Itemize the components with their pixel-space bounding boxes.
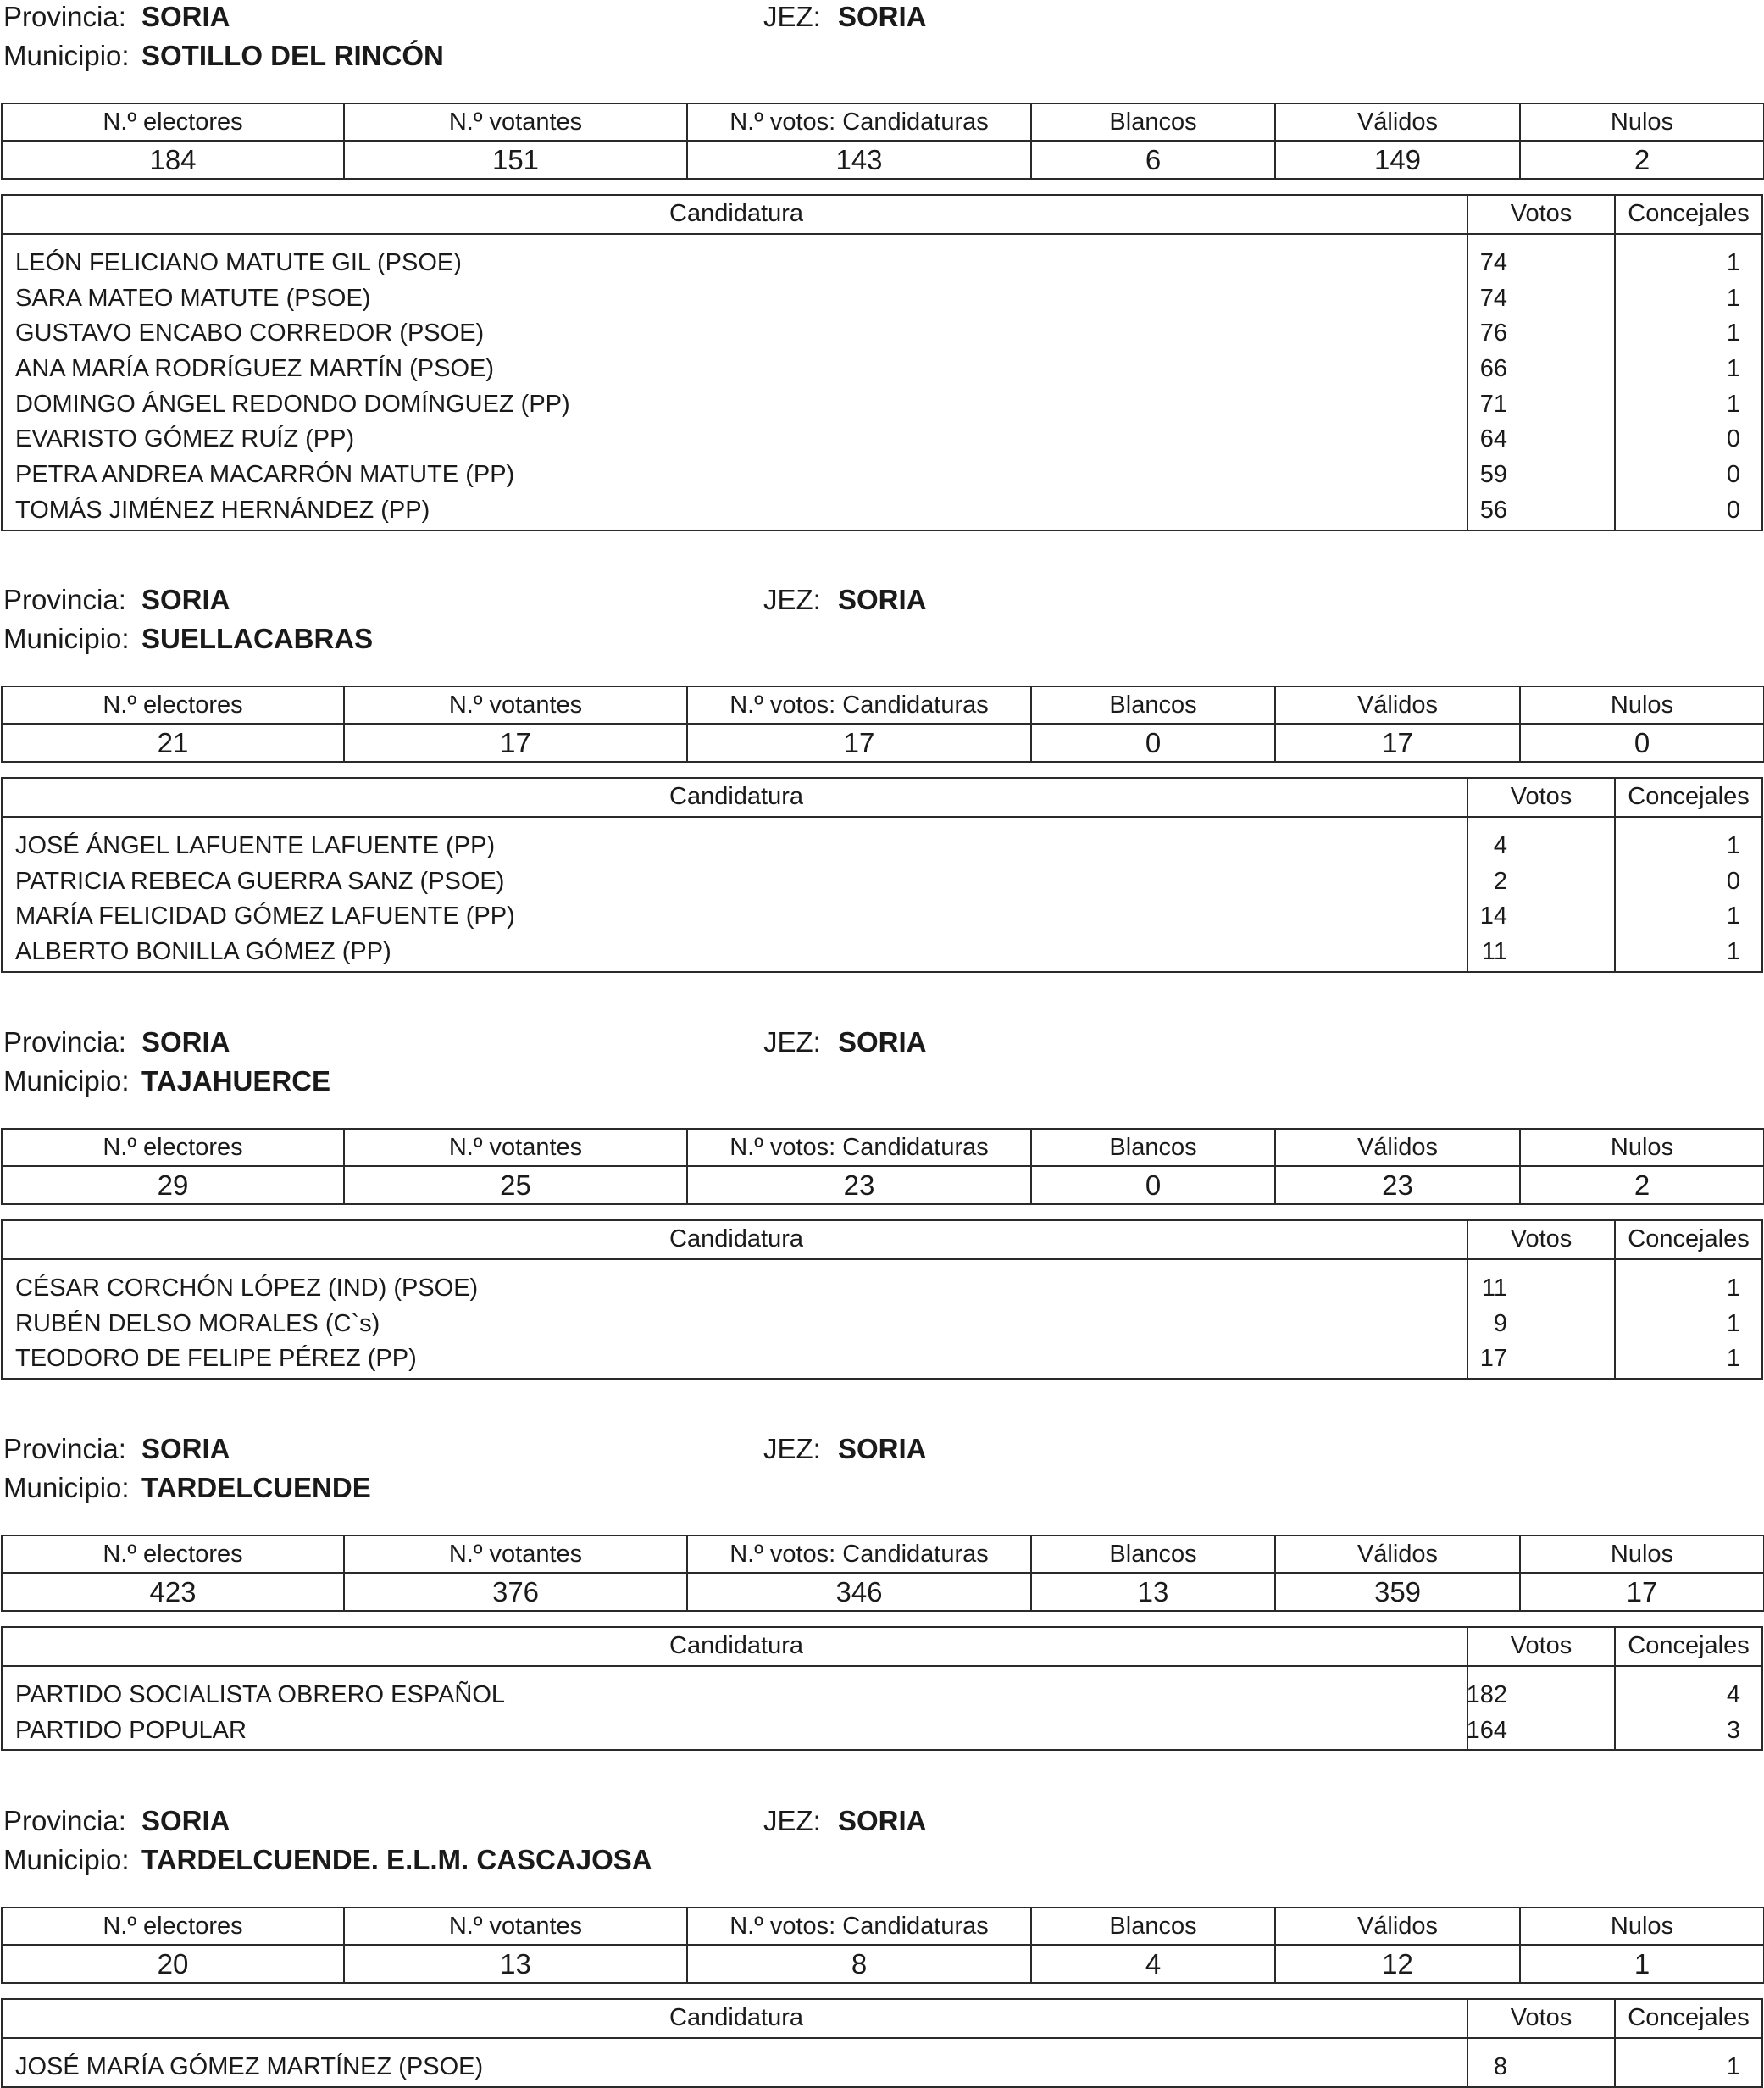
candidate-concejales: 1: [1726, 2053, 1740, 2080]
concejales-header: Concejales: [1628, 2004, 1750, 2031]
nulos-value: 0: [1520, 724, 1764, 762]
candidates-header-row: [3, 1221, 1761, 1260]
blancos-header: Blancos: [1031, 686, 1275, 724]
candidate-name: ALBERTO BONILLA GÓMEZ (PP): [15, 938, 391, 966]
stats-header-row: [2, 1129, 1764, 1166]
candidate-concejales: 0: [1726, 496, 1740, 524]
candidate-name: MARÍA FELICIDAD GÓMEZ LAFUENTE (PP): [15, 902, 515, 930]
candidate-concejales: 0: [1726, 425, 1740, 453]
candidate-votes: 64: [1479, 425, 1507, 453]
candidate-row: [3, 1306, 1761, 1341]
votos-header: Votos: [1510, 200, 1573, 227]
candidates-table: [1, 777, 1763, 973]
stats-table: [1, 1128, 1764, 1205]
municipio-value: TARDELCUENDE: [141, 1472, 371, 1503]
candidate-concejales: 1: [1726, 319, 1740, 347]
candidate-votes: 56: [1479, 496, 1507, 524]
candidate-votes: 164: [1466, 1716, 1507, 1744]
candidate-row: [3, 898, 1761, 934]
candidates-rows: [3, 235, 1761, 530]
votantes-header: N.º votantes: [344, 1535, 687, 1573]
concejales-header: Concejales: [1628, 1632, 1750, 1659]
provincia-value: SORIA: [141, 1805, 230, 1836]
candidates-header-row: [3, 1628, 1761, 1667]
candidates-header-row: [3, 196, 1761, 235]
provincia-value: SORIA: [141, 1, 230, 32]
provincia-label: Provincia:: [3, 1805, 126, 1836]
provincia-label: Provincia:: [3, 1026, 126, 1058]
blancos-header: Blancos: [1031, 103, 1275, 141]
candidate-name: DOMINGO ÁNGEL REDONDO DOMÍNGUEZ (PP): [15, 390, 570, 418]
provincia-label: Provincia:: [3, 584, 126, 615]
candidatura-header: Candidatura: [669, 1632, 803, 1659]
jez-value: SORIA: [838, 1805, 927, 1836]
candidate-name: LEÓN FELICIANO MATUTE GIL (PSOE): [15, 249, 462, 276]
candidate-votes: 74: [1479, 284, 1507, 312]
candidate-name: TEODORO DE FELIPE PÉREZ (PP): [15, 1345, 417, 1373]
votos-header: Votos: [1510, 783, 1573, 810]
candidates-rows: [3, 818, 1761, 971]
nulos-value: 2: [1520, 1166, 1764, 1204]
validos-header: Válidos: [1275, 1908, 1520, 1945]
candidate-concejales: 0: [1726, 461, 1740, 489]
candidate-concejales: 3: [1726, 1716, 1740, 1744]
candidate-votes: 71: [1479, 390, 1507, 418]
candidate-concejales: 1: [1726, 355, 1740, 383]
stats-table: [1, 1535, 1764, 1612]
candidate-votes: 11: [1481, 1274, 1507, 1302]
stats-header-row: [2, 1908, 1764, 1945]
candidate-concejales: 1: [1726, 284, 1740, 312]
provincia-value: SORIA: [141, 584, 230, 615]
stats-value-row: [2, 141, 1764, 179]
nulos-value: 2: [1520, 141, 1764, 179]
candidate-name: PARTIDO POPULAR: [15, 1716, 247, 1744]
votos-candidaturas-header: N.º votos: Candidaturas: [687, 686, 1031, 724]
votos-header: Votos: [1510, 2004, 1573, 2031]
candidatura-header: Candidatura: [669, 1225, 803, 1252]
votos-candidaturas-header: N.º votos: Candidaturas: [687, 1535, 1031, 1573]
candidates-table: [1, 1998, 1763, 2088]
candidate-concejales: 1: [1726, 249, 1740, 276]
stats-value-row: [2, 724, 1764, 762]
candidates-table: [1, 1219, 1763, 1380]
candidatura-header: Candidatura: [669, 200, 803, 227]
candidate-name: PARTIDO SOCIALISTA OBRERO ESPAÑOL: [15, 1681, 506, 1708]
validos-value: 12: [1275, 1945, 1520, 1983]
stats-value-row: [2, 1945, 1764, 1983]
votantes-header: N.º votantes: [344, 1129, 687, 1166]
candidate-name: ANA MARÍA RODRÍGUEZ MARTÍN (PSOE): [15, 355, 495, 383]
electores-header: N.º electores: [2, 1129, 344, 1166]
candidates-rows: [3, 1260, 1761, 1378]
blancos-value: 13: [1031, 1573, 1275, 1611]
blancos-value: 6: [1031, 141, 1275, 179]
municipio-value: SUELLACABRAS: [141, 623, 374, 654]
candidate-name: PETRA ANDREA MACARRÓN MATUTE (PP): [15, 461, 515, 489]
candidate-row: [3, 828, 1761, 864]
candidate-name: EVARISTO GÓMEZ RUÍZ (PP): [15, 425, 355, 453]
stats-value-row: [2, 1166, 1764, 1204]
candidate-concejales: 1: [1726, 390, 1740, 418]
candidate-name: PATRICIA REBECA GUERRA SANZ (PSOE): [15, 867, 505, 895]
validos-header: Válidos: [1275, 1535, 1520, 1573]
electores-value: 423: [2, 1573, 344, 1611]
candidate-votes: 8: [1493, 2053, 1507, 2080]
votantes-value: 13: [344, 1945, 687, 1983]
jez-label: JEZ:: [763, 1433, 821, 1464]
candidate-name: RUBÉN DELSO MORALES (C`s): [15, 1309, 380, 1337]
candidate-concejales: 1: [1726, 938, 1740, 966]
electores-header: N.º electores: [2, 103, 344, 141]
candidate-votes: 59: [1479, 461, 1507, 489]
candidate-row: [3, 315, 1761, 351]
nulos-value: 1: [1520, 1945, 1764, 1983]
electores-header: N.º electores: [2, 1908, 344, 1945]
stats-table: [1, 1907, 1764, 1984]
candidate-row: [3, 421, 1761, 457]
candidate-name: CÉSAR CORCHÓN LÓPEZ (IND) (PSOE): [15, 1274, 479, 1302]
municipio-label: Municipio:: [3, 1065, 130, 1097]
stats-table: [1, 103, 1764, 180]
electores-header: N.º electores: [2, 1535, 344, 1573]
candidatura-header: Candidatura: [669, 2004, 803, 2031]
candidate-row: [3, 245, 1761, 280]
votantes-value: 25: [344, 1166, 687, 1204]
votantes-header: N.º votantes: [344, 1908, 687, 1945]
votantes-header: N.º votantes: [344, 103, 687, 141]
candidate-votes: 9: [1493, 1309, 1507, 1337]
municipio-label: Municipio:: [3, 1844, 130, 1875]
nulos-header: Nulos: [1520, 686, 1764, 724]
nulos-header: Nulos: [1520, 103, 1764, 141]
votos-candidaturas-value: 8: [687, 1945, 1031, 1983]
blancos-value: 0: [1031, 724, 1275, 762]
validos-header: Válidos: [1275, 1129, 1520, 1166]
municipio-label: Municipio:: [3, 1472, 130, 1503]
municipio-value: TARDELCUENDE. E.L.M. CASCAJOSA: [141, 1844, 652, 1875]
electores-header: N.º electores: [2, 686, 344, 724]
candidates-header-row: [3, 2000, 1761, 2039]
votantes-value: 376: [344, 1573, 687, 1611]
stats-table: [1, 686, 1764, 763]
candidates-rows: [3, 2039, 1761, 2086]
electores-value: 20: [2, 1945, 344, 1983]
votantes-value: 17: [344, 724, 687, 762]
validos-header: Válidos: [1275, 686, 1520, 724]
candidate-votes: 182: [1466, 1681, 1507, 1708]
candidate-row: [3, 457, 1761, 492]
candidate-votes: 14: [1479, 902, 1507, 930]
votos-candidaturas-header: N.º votos: Candidaturas: [687, 1129, 1031, 1166]
candidate-concejales: 1: [1726, 1309, 1740, 1337]
candidate-votes: 66: [1479, 355, 1507, 383]
validos-value: 149: [1275, 141, 1520, 179]
electores-value: 21: [2, 724, 344, 762]
provincia-value: SORIA: [141, 1026, 230, 1058]
municipio-label: Municipio:: [3, 623, 130, 654]
blancos-header: Blancos: [1031, 1129, 1275, 1166]
blancos-header: Blancos: [1031, 1908, 1275, 1945]
votos-candidaturas-value: 346: [687, 1573, 1031, 1611]
candidate-votes: 2: [1493, 867, 1507, 895]
jez-label: JEZ:: [763, 1805, 821, 1836]
stats-header-row: [2, 103, 1764, 141]
candidate-votes: 11: [1481, 938, 1507, 966]
provincia-label: Provincia:: [3, 1, 126, 32]
jez-label: JEZ:: [763, 584, 821, 615]
votos-candidaturas-value: 23: [687, 1166, 1031, 1204]
validos-value: 17: [1275, 724, 1520, 762]
candidate-votes: 4: [1493, 832, 1507, 859]
candidate-row: [3, 1341, 1761, 1376]
votos-candidaturas-value: 143: [687, 141, 1031, 179]
validos-header: Válidos: [1275, 103, 1520, 141]
candidate-name: TOMÁS JIMÉNEZ HERNÁNDEZ (PP): [15, 496, 430, 524]
candidate-votes: 76: [1479, 319, 1507, 347]
candidates-header-row: [3, 779, 1761, 818]
municipio-label: Municipio:: [3, 40, 130, 71]
provincia-value: SORIA: [141, 1433, 230, 1464]
stats-header-row: [2, 686, 1764, 724]
blancos-header: Blancos: [1031, 1535, 1275, 1573]
candidate-row: [3, 864, 1761, 899]
candidate-concejales: 0: [1726, 867, 1740, 895]
candidate-row: [3, 934, 1761, 969]
candidates-table: [1, 1626, 1763, 1751]
candidate-concejales: 1: [1726, 1345, 1740, 1373]
validos-value: 359: [1275, 1573, 1520, 1611]
candidate-concejales: 4: [1726, 1681, 1740, 1708]
municipio-value: TAJAHUERCE: [141, 1065, 331, 1097]
candidate-concejales: 1: [1726, 1274, 1740, 1302]
candidate-row: [3, 2049, 1761, 2085]
votos-candidaturas-value: 17: [687, 724, 1031, 762]
jez-label: JEZ:: [763, 1026, 821, 1058]
provincia-label: Provincia:: [3, 1433, 126, 1464]
votos-header: Votos: [1510, 1225, 1573, 1252]
candidate-name: SARA MATEO MATUTE (PSOE): [15, 284, 371, 312]
candidate-row: [3, 280, 1761, 316]
candidate-row: [3, 386, 1761, 422]
candidate-row: [3, 492, 1761, 528]
candidate-row: [3, 351, 1761, 386]
nulos-value: 17: [1520, 1573, 1764, 1611]
nulos-header: Nulos: [1520, 1129, 1764, 1166]
votantes-header: N.º votantes: [344, 686, 687, 724]
candidatura-header: Candidatura: [669, 783, 803, 810]
votos-header: Votos: [1510, 1632, 1573, 1659]
municipio-value: SOTILLO DEL RINCÓN: [141, 40, 444, 71]
candidate-name: GUSTAVO ENCABO CORREDOR (PSOE): [15, 319, 485, 347]
concejales-header: Concejales: [1628, 1225, 1750, 1252]
jez-value: SORIA: [838, 1, 927, 32]
votantes-value: 151: [344, 141, 687, 179]
candidate-votes: 74: [1479, 249, 1507, 276]
candidate-concejales: 1: [1726, 832, 1740, 859]
candidate-row: [3, 1713, 1761, 1748]
candidate-row: [3, 1677, 1761, 1713]
candidate-name: JOSÉ ÁNGEL LAFUENTE LAFUENTE (PP): [15, 832, 496, 859]
blancos-value: 4: [1031, 1945, 1275, 1983]
jez-value: SORIA: [838, 584, 927, 615]
votos-candidaturas-header: N.º votos: Candidaturas: [687, 1908, 1031, 1945]
electores-value: 184: [2, 141, 344, 179]
candidates-table: [1, 194, 1763, 531]
validos-value: 23: [1275, 1166, 1520, 1204]
jez-label: JEZ:: [763, 1, 821, 32]
concejales-header: Concejales: [1628, 783, 1750, 810]
electores-value: 29: [2, 1166, 344, 1204]
blancos-value: 0: [1031, 1166, 1275, 1204]
candidate-concejales: 1: [1726, 902, 1740, 930]
votos-candidaturas-header: N.º votos: Candidaturas: [687, 103, 1031, 141]
concejales-header: Concejales: [1628, 200, 1750, 227]
jez-value: SORIA: [838, 1026, 927, 1058]
nulos-header: Nulos: [1520, 1535, 1764, 1573]
stats-header-row: [2, 1535, 1764, 1573]
nulos-header: Nulos: [1520, 1908, 1764, 1945]
candidate-row: [3, 1270, 1761, 1306]
candidate-votes: 17: [1479, 1345, 1507, 1373]
jez-value: SORIA: [838, 1433, 927, 1464]
stats-value-row: [2, 1573, 1764, 1611]
candidate-name: JOSÉ MARÍA GÓMEZ MARTÍNEZ (PSOE): [15, 2053, 484, 2080]
candidates-rows: [3, 1667, 1761, 1749]
